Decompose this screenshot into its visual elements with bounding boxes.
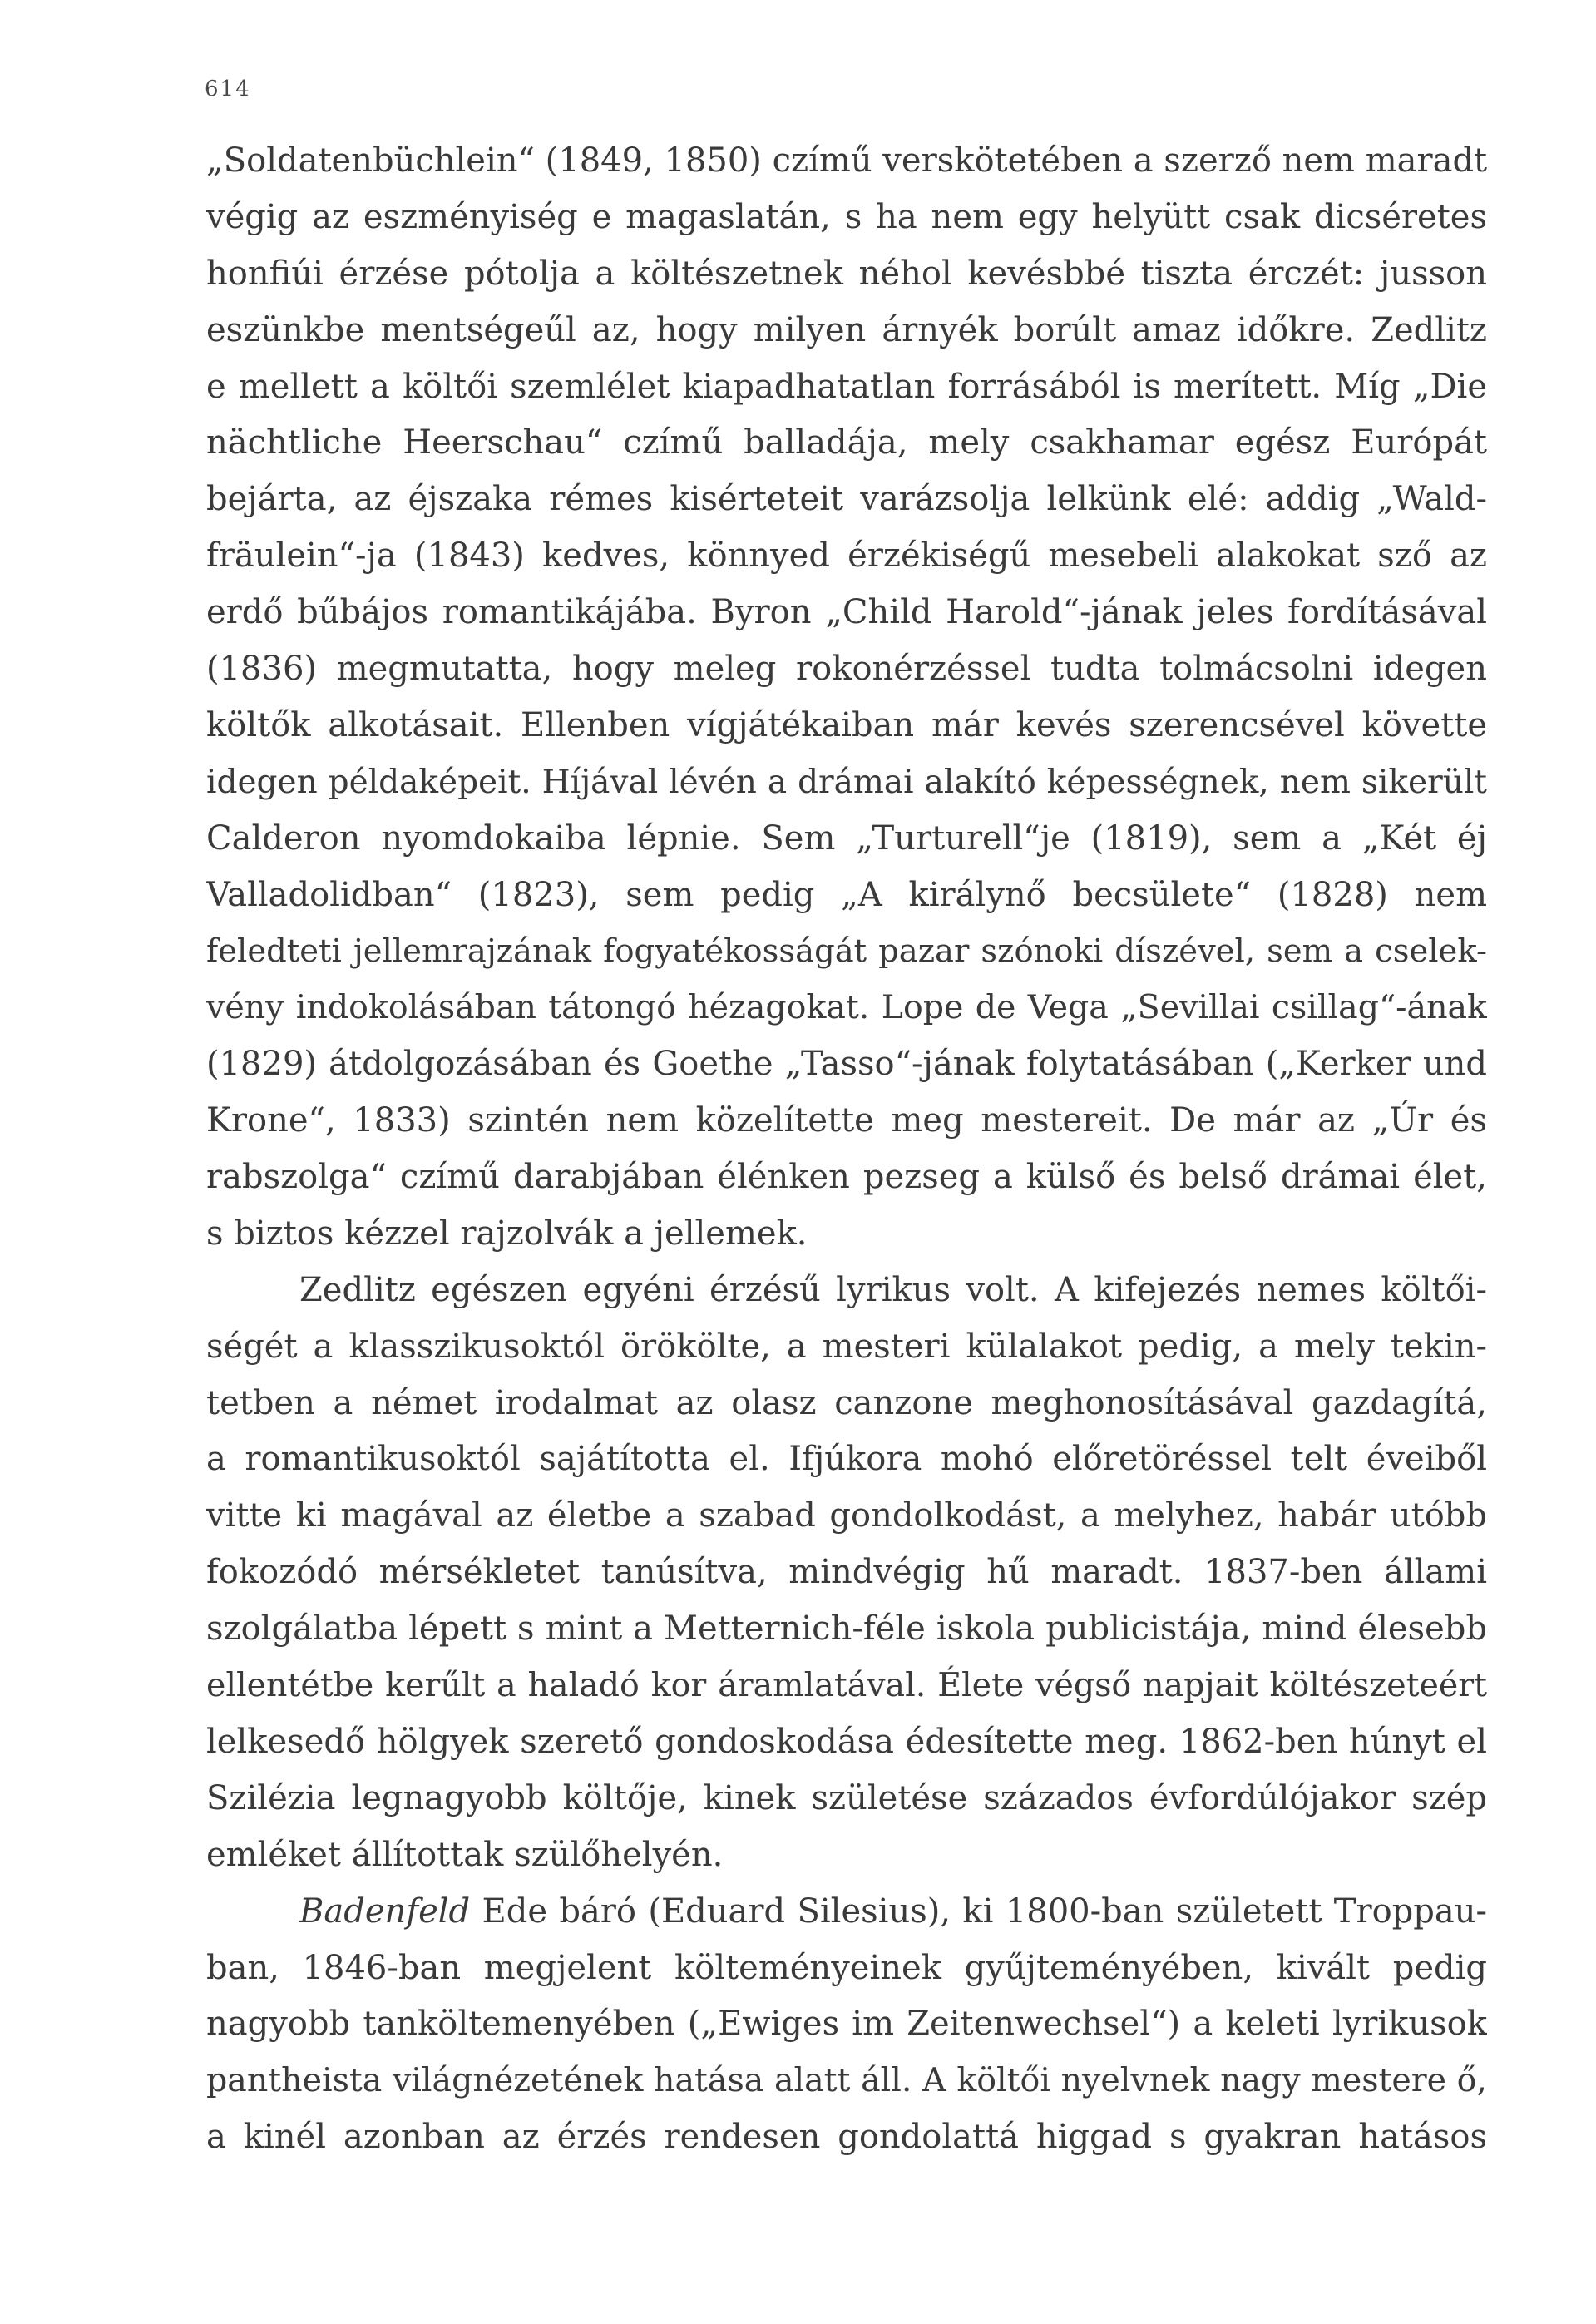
paragraph-1 bbox=[206, 133, 1487, 1263]
text-line bbox=[206, 1884, 1487, 1941]
page-number: 614 bbox=[205, 77, 251, 101]
text-line: Szilézia legnagyobb költője, kinek születése százados évfordúlójakor szép bbox=[206, 1778, 1487, 1817]
text-line: s biztos kézzel rajzolvák a jellemek. bbox=[206, 1214, 808, 1253]
text-line: feledteti jellemrajzának fogyatékosságát pazar szónoki díszével, sem a cselek- bbox=[206, 932, 1487, 971]
text-line: ellentétbe kerűlt a haladó kor áramlatával. Élete végső napjait költészeteért bbox=[206, 1666, 1487, 1705]
text-line: (1836) megmutatta, hogy meleg rokonérzéssel tudta tolmácsolni idegen bbox=[206, 650, 1487, 689]
paragraph-3 bbox=[206, 1884, 1487, 2166]
text-line: nagyobb tanköltemenyében („Ewiges im Zeitenwechsel“) a keleti lyrikusok bbox=[206, 2005, 1487, 2044]
text-line: nächtliche Heerschau“ czímű balladája, mely csakhamar egész Európát bbox=[206, 423, 1487, 462]
text-line: fokozódó mérsékletet tanúsítva, mindvégig hű maradt. 1837-ben állami bbox=[206, 1553, 1487, 1592]
text-line: vény indokolásában tátongó hézagokat. Lope de Vega „Sevillai csillag“-ának bbox=[206, 988, 1487, 1027]
text-line: költők alkotásait. Ellenben vígjátékaiban már kevés szerencsével követte bbox=[206, 705, 1487, 744]
text-line: Zedlitz egészen egyéni érzésű lyrikus volt. A kifejezés nemes költői- bbox=[299, 1270, 1487, 1309]
text-line: bejárta, az éjszaka rémes kisérteteit varázsolja lelkünk elé: addig „Wald- bbox=[206, 480, 1487, 519]
text-line: eszünkbe mentségeűl az, hogy milyen árnyék borúlt amaz időkre. Zedlitz bbox=[206, 310, 1487, 349]
body-text bbox=[206, 133, 1487, 2166]
text-line: Calderon nyomdokaiba lépnie. Sem „Turturell“je (1819), sem a „Két éj bbox=[206, 818, 1487, 858]
text-line: honfiúi érzése pótolja a költészetnek néhol kevésbbé tiszta érczét: jusson bbox=[206, 254, 1487, 293]
text-line: a romantikusoktól sajátította el. Ifjúkora mohó előretöréssel telt éveiből bbox=[206, 1440, 1487, 1479]
text-line: Krone“, 1833) szintén nem közelítette meg mestereit. De már az „Úr és bbox=[206, 1101, 1487, 1140]
text-line: szolgálatba lépett s mint a Metternich-féle iskola publicistája, mind élesebb bbox=[206, 1609, 1487, 1649]
text-line: emléket állítottak szülőhelyén. bbox=[206, 1835, 724, 1874]
paragraph-2 bbox=[206, 1263, 1487, 1884]
text-line: tetben a német irodalmat az olasz canzone meghonosításával gazdagítá, bbox=[206, 1383, 1487, 1422]
text-line: ban, 1846-ban megjelent költeményeinek gyűjteményében, kivált pedig bbox=[206, 1948, 1487, 1987]
text-line: lelkesedő hölgyek szerető gondoskodása édesítette meg. 1862-ben húnyt el bbox=[206, 1722, 1487, 1761]
text-line: Valladolidban“ (1823), sem pedig „A királynő becsülete“ (1828) nem bbox=[206, 875, 1487, 914]
text-line: ségét a klasszikusoktól örökölte, a mesteri külalakot pedig, a mely tekin- bbox=[206, 1327, 1487, 1366]
text-line: a kinél azonban az érzés rendesen gondolattá higgad s gyakran hatásos bbox=[206, 2118, 1487, 2157]
text-line: e mellett a költői szemlélet kiapadhatatlan forrásából is merített. Míg „Die bbox=[206, 367, 1487, 406]
text-line: vitte ki magával az életbe a szabad gondolkodást, a melyhez, habár utóbb bbox=[206, 1496, 1487, 1535]
text-line: (1829) átdolgozásában és Goethe „Tasso“-jának folytatásában („Kerker und bbox=[206, 1045, 1487, 1084]
text-line: erdő bűbájos romantikájába. Byron „Child Harold“-jának jeles fordításával bbox=[206, 593, 1487, 632]
text-line: pantheista világnézetének hatása alatt áll. A költői nyelvnek nagy mestere ő, bbox=[206, 2061, 1487, 2100]
text-line: „Soldatenbüchlein“ (1849, 1850) czímű verskötetében a szerző nem maradt bbox=[206, 141, 1487, 180]
author-name-italic: Badenfeld bbox=[299, 1891, 471, 1931]
text-line: végig az eszményiség e magaslatán, s ha nem egy helyütt csak dicséretes bbox=[206, 197, 1487, 236]
text-line: idegen példaképeit. Híjával lévén a drámai alakító képességnek, nem sikerült bbox=[206, 763, 1487, 801]
text-line: fräulein“-ja (1843) kedves, könnyed érzékiségű mesebeli alakokat sző az bbox=[206, 536, 1487, 576]
text-line: rabszolga“ czímű darabjában élénken pezseg a külső és belső drámai élet, bbox=[206, 1158, 1487, 1197]
text-line-rest: Ede báró (Eduard Silesius), ki 1800-ban született Troppau- bbox=[470, 1891, 1487, 1931]
